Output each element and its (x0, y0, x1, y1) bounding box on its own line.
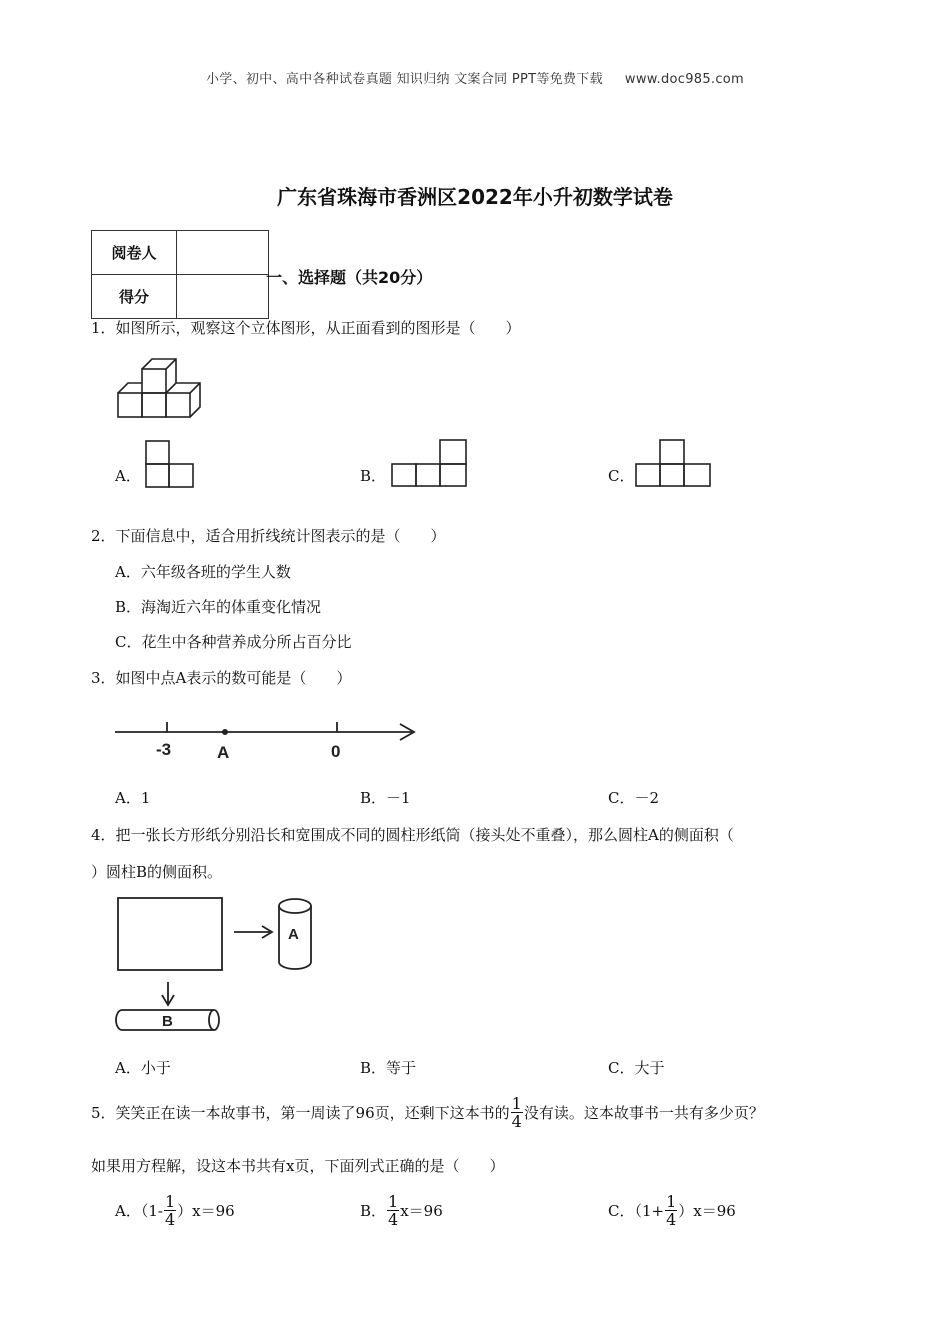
header-text: 小学、初中、高中各种试卷真题 知识归纳 文案合同 PPT等免费下载 (205, 72, 603, 87)
label-minus-3: -3 (156, 740, 172, 759)
q5-b-den: 4 (388, 1210, 399, 1229)
label-a: A (217, 743, 230, 762)
score-field[interactable] (177, 275, 269, 319)
q1-option-c-figure[interactable] (632, 436, 716, 490)
score-label: 得分 (92, 275, 177, 319)
point-a (222, 729, 228, 735)
q1-option-b[interactable]: B． (360, 467, 387, 485)
q1-option-a[interactable]: A． (115, 467, 141, 485)
q5-a-prefix: A．（1- (115, 1202, 163, 1220)
q5-a-num: 1 (164, 1192, 176, 1211)
reviewer-label: 阅卷人 (92, 231, 177, 275)
q1-option-c[interactable]: C． (608, 467, 635, 485)
question-5-text-line1 (91, 1096, 764, 1130)
q5-option-b[interactable] (360, 1194, 443, 1228)
label-zero: 0 (331, 742, 341, 761)
q5-c-fraction (665, 1194, 677, 1228)
q5-b-num: 1 (388, 1192, 399, 1211)
q2-option-c[interactable]: C．花生中各种营养成分所占百分比 (115, 633, 352, 651)
question-5-text-line2: 如果用方程解，设这本书共有x页，下面列式正确的是（ ） (91, 1157, 505, 1175)
q1-option-a-figure[interactable] (143, 438, 199, 490)
page-header (0, 68, 950, 87)
q5-c-den: 4 (666, 1210, 677, 1229)
q2-option-b[interactable]: B．海淘近六年的体重变化情况 (115, 598, 322, 616)
score-table (91, 230, 269, 319)
q5-fraction-num: 1 (511, 1094, 522, 1113)
q5-c-num: 1 (666, 1192, 677, 1211)
q2-option-a[interactable]: A．六年级各班的学生人数 (115, 563, 291, 581)
q4-option-a[interactable]: A．小于 (115, 1059, 171, 1077)
q5-option-c[interactable] (608, 1194, 736, 1228)
q3-option-a[interactable]: A．1 (115, 789, 151, 807)
q5-option-a[interactable] (115, 1194, 235, 1228)
question-4-text-line2: ）圆柱B的侧面积。 (91, 863, 223, 881)
q4-figure (112, 892, 327, 1037)
q5-fraction-den: 4 (511, 1112, 522, 1131)
q3-option-c[interactable]: C．－2 (608, 789, 660, 807)
question-2-text: 2．下面信息中，适合用折线统计图表示的是（ ） (91, 527, 446, 545)
q3-number-line (112, 710, 422, 770)
question-3-text: 3．如图中点A表示的数可能是（ ） (91, 669, 352, 687)
question-1-text: 1．如图所示，观察这个立体图形，从正面看到的图形是（ ） (91, 319, 521, 337)
q5-b-suffix: x＝96 (400, 1202, 443, 1220)
q3-option-b[interactable]: B．－1 (360, 789, 411, 807)
q4-option-c[interactable]: C．大于 (608, 1059, 665, 1077)
q5-a-fraction (164, 1194, 176, 1228)
header-site-link[interactable]: www.doc985.com (624, 72, 745, 87)
q1-solid-figure (112, 355, 212, 427)
question-4-text-line1: 4．把一张长方形纸分别沿长和宽围成不同的圆柱形纸筒（接头处不重叠），那么圆柱A的侧面积（ (91, 826, 734, 844)
q5-fraction (511, 1096, 523, 1130)
q5-text-part1: 5．笑笑正在读一本故事书，第一周读了96页，还剩下这本书的 (91, 1104, 510, 1122)
q5-b-fraction (387, 1194, 399, 1228)
q5-a-den: 4 (164, 1210, 176, 1229)
section-title: 一、选择题（共20分） (266, 268, 433, 287)
paper-rectangle (118, 898, 222, 970)
reviewer-field[interactable] (177, 231, 269, 275)
cylinder-b-label: B (162, 1013, 173, 1030)
q5-b-prefix: B． (360, 1202, 387, 1220)
q5-a-suffix: ）x＝96 (177, 1202, 235, 1220)
q5-c-prefix: C．（1+ (608, 1202, 665, 1220)
q4-option-b[interactable]: B．等于 (360, 1059, 417, 1077)
cylinder-a-label: A (288, 926, 299, 943)
q1-option-b-figure[interactable] (388, 436, 472, 490)
q5-text-part2: 没有读。这本故事书一共有多少页？ (523, 1104, 764, 1122)
q5-c-suffix: ）x＝96 (678, 1202, 736, 1220)
page-title: 广东省珠海市香洲区2022年小升初数学试卷 (277, 185, 673, 209)
